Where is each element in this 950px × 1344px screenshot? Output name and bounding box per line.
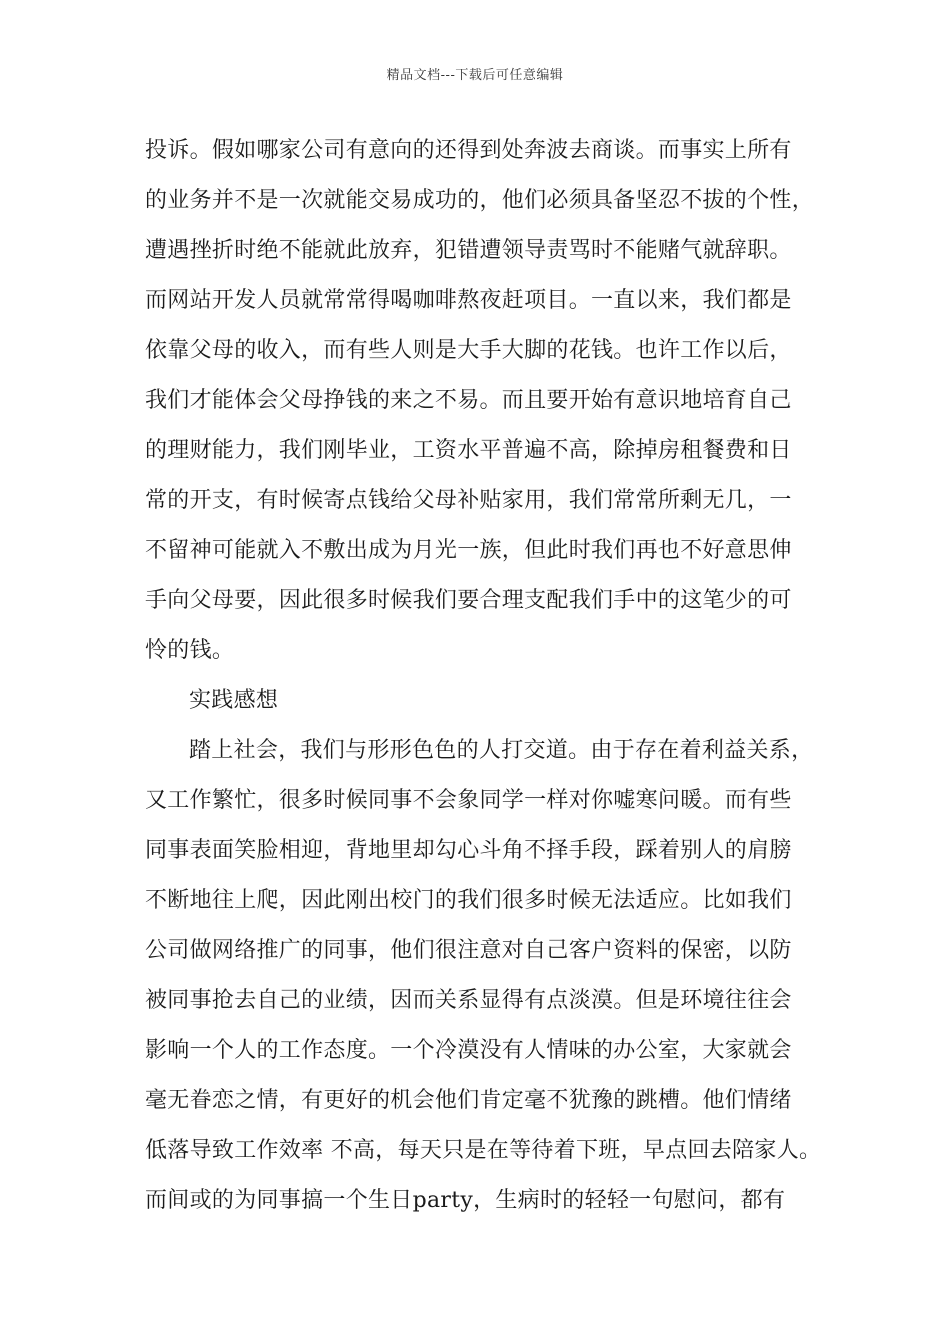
document-body: [145, 126, 845, 1226]
text-line: 的理财能力，我们刚毕业，工资水平普遍不高，除掉房租餐费和日: [145, 438, 792, 463]
text-line: 毫无眷恋之情，有更好的机会他们肯定毫不犹豫的跳槽。他们情绪: [145, 1088, 792, 1113]
paragraph-1: [145, 126, 845, 676]
text-line: 的业务并不是一次就能交易成功的，他们必须具备坚忍不拔的个性，: [145, 188, 815, 213]
text-line: 而网站开发人员就常常得喝咖啡熬夜赶项目。一直以来，我们都是: [145, 288, 792, 313]
text-line: 被同事抢去自己的业绩，因而关系显得有点淡漠。但是环境往往会: [145, 988, 792, 1013]
page-header: 精品文档---下载后可任意编辑: [386, 68, 564, 83]
text-line: 我们才能体会父母挣钱的来之不易。而且要开始有意识地培育自己: [145, 388, 792, 413]
text-line: 又工作繁忙，很多时候同事不会象同学一样对你嘘寒问暖。而有些: [145, 788, 792, 813]
section-heading: 实践感想: [189, 688, 279, 713]
text-line: 不断地往上爬，因此刚出校门的我们很多时候无法适应。比如我们: [145, 888, 792, 913]
text-line: 影响一个人的工作态度。一个冷漠没有人情味的办公室，大家就会: [145, 1038, 792, 1063]
paragraph-2: [145, 726, 845, 1226]
text-line: 怜的钱。: [145, 638, 235, 663]
text-line: 常的开支，有时候寄点钱给父母补贴家用，我们常常所剩无几，一: [145, 488, 792, 513]
text-line: 同事表面笑脸相迎，背地里却勾心斗角不择手段，踩着别人的肩膀: [145, 838, 792, 863]
text-line: 踏上社会，我们与形形色色的人打交道。由于存在着利益关系，: [189, 738, 814, 763]
text-line: 不留神可能就入不敷出成为月光一族，但此时我们再也不好意思伸: [145, 538, 792, 563]
text-line: 投诉。假如哪家公司有意向的还得到处奔波去商谈。而事实上所有: [145, 138, 792, 163]
text-line: 遭遇挫折时绝不能就此放弃，犯错遭领导责骂时不能赌气就辞职。: [145, 238, 792, 263]
text-line: 依靠父母的收入，而有些人则是大手大脚的花钱。也许工作以后，: [145, 338, 792, 363]
text-line: 而间或的为同事搞一个生日party，生病时的轻轻一句慰问，都有: [145, 1188, 786, 1213]
text-line: 低落导致工作效率 不高，每天只是在等待着下班，早点回去陪家人。: [145, 1138, 822, 1163]
text-line: 手向父母要，因此很多时候我们要合理支配我们手中的这笔少的可: [145, 588, 792, 613]
text-line: 公司做网络推广的同事，他们很注意对自己客户资料的保密，以防: [145, 938, 792, 963]
